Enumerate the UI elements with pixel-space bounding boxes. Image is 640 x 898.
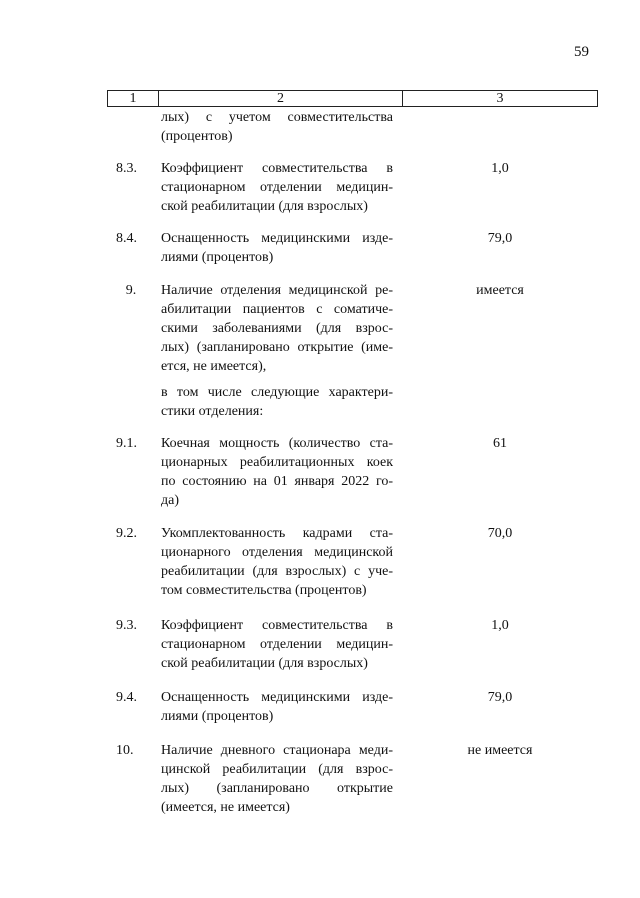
description-line: Укомплектованность кадрами ста-	[161, 526, 393, 541]
row-number: 8.3.	[116, 161, 137, 176]
header-col-1: 1	[108, 91, 159, 106]
row-description	[161, 229, 393, 267]
table-header	[107, 90, 598, 107]
description-line: (имеется, не имеется)	[161, 800, 290, 815]
description-line: по состоянию на 01 января 2022 го-	[161, 474, 393, 489]
row-description	[161, 524, 393, 600]
row-value: 79,0	[487, 231, 513, 246]
description-line: стационарном отделении медицин-	[161, 180, 393, 195]
description-line: стики отделения:	[161, 404, 264, 419]
row-number: 9.2.	[116, 526, 137, 541]
page-number: 59	[574, 44, 589, 60]
description-line: в том числе следующие характери-	[161, 385, 393, 400]
row-description	[161, 108, 393, 146]
description-line: скими заболеваниями (для взрос-	[161, 321, 393, 336]
row-description	[161, 688, 393, 726]
row-description	[161, 281, 393, 376]
row-number: 9.3.	[116, 618, 137, 633]
row-number: 9.1.	[116, 436, 137, 451]
header-col-3: 3	[496, 91, 504, 106]
description-line: Оснащенность медицинскими изде-	[161, 690, 393, 705]
row-value: 1,0	[491, 618, 509, 633]
description-line: Коечная мощность (количество ста-	[161, 436, 393, 451]
header-col-2: 2	[159, 91, 403, 106]
description-line: лых) (запланировано открытие	[161, 781, 393, 796]
row-value: не имеется	[467, 743, 533, 758]
row-description	[161, 741, 393, 817]
description-line: ционарных реабилитационных коек	[161, 455, 393, 470]
description-line: лиями (процентов)	[161, 709, 274, 724]
description-line: лиями (процентов)	[161, 250, 274, 265]
description-line: лых) с учетом совместительства	[161, 110, 393, 125]
description-line: реабилитации (для взрослых) с уче-	[161, 564, 393, 579]
description-line: абилитации пациентов с соматиче-	[161, 302, 393, 317]
description-line: цинской реабилитации (для взрос-	[161, 762, 393, 777]
description-line: Коэффициент совместительства в	[161, 161, 393, 176]
description-line: ской реабилитации (для взрослых)	[161, 199, 368, 214]
description-line: Оснащенность медицинскими изде-	[161, 231, 393, 246]
description-line: ской реабилитации (для взрослых)	[161, 656, 368, 671]
description-line: стационарном отделении медицин-	[161, 637, 393, 652]
row-description	[161, 383, 393, 421]
description-line: лых) (запланировано открытие (име-	[161, 340, 393, 355]
row-value: 70,0	[487, 526, 513, 541]
description-line: да)	[161, 493, 179, 508]
row-value: имеется	[476, 283, 524, 298]
row-number: 8.4.	[116, 231, 137, 246]
description-line: ционарного отделения медицинской	[161, 545, 393, 560]
row-value: 61	[493, 436, 507, 451]
description-line: ется, не имеется),	[161, 359, 267, 374]
description-line: (процентов)	[161, 129, 233, 144]
row-number: 9.4.	[116, 690, 137, 705]
row-value: 1,0	[491, 161, 509, 176]
description-line: Наличие дневного стационара меди-	[161, 743, 393, 758]
description-line: том совместительства (процентов)	[161, 583, 367, 598]
row-number: 9.	[125, 283, 137, 298]
description-line: Наличие отделения медицинской ре-	[161, 283, 393, 298]
row-value: 79,0	[487, 690, 513, 705]
row-description	[161, 616, 393, 673]
row-number: 10.	[116, 743, 134, 758]
row-description	[161, 434, 393, 510]
description-line: Коэффициент совместительства в	[161, 618, 393, 633]
row-description	[161, 159, 393, 216]
